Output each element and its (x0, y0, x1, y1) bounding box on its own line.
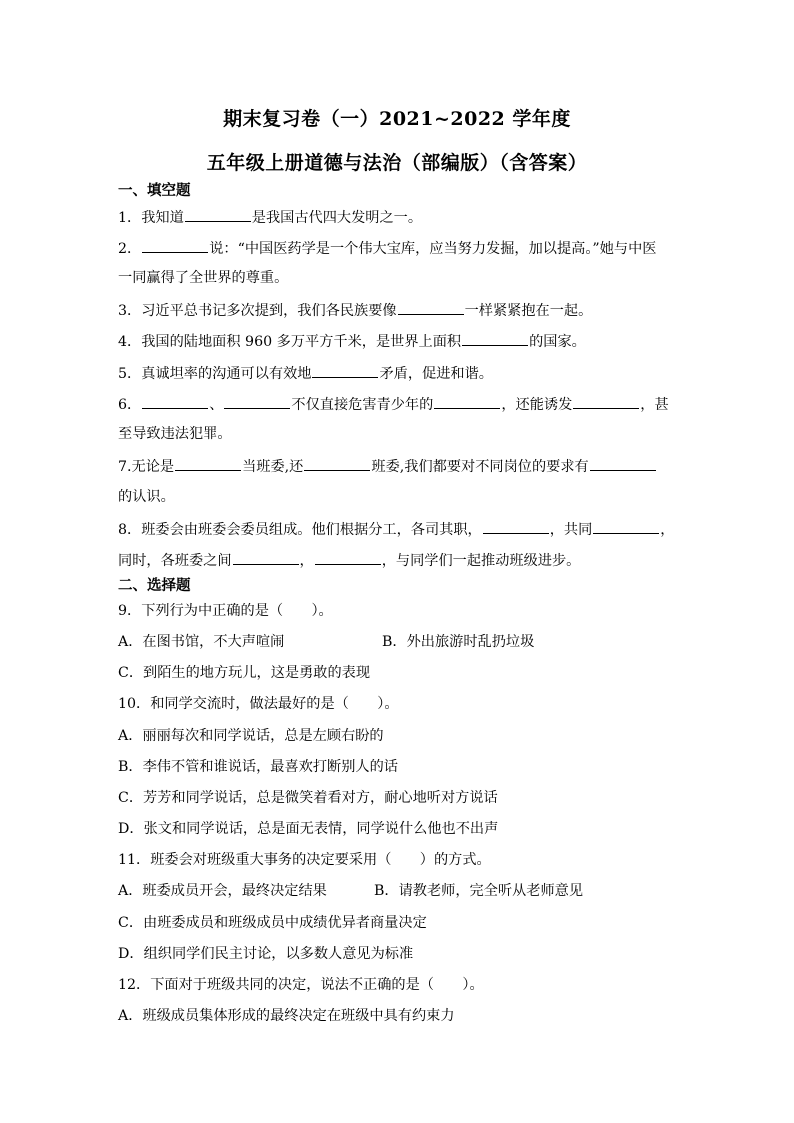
q6-text: 不仅直接危害青少年的 (291, 397, 434, 413)
q2-text: 说：“中国医药学是一个伟大宝库，应当努力发掘，加以提高。”她与中医 (209, 241, 657, 257)
option-11d: D．组织同学们民主讨论，以多数人意见为标准 (118, 946, 414, 962)
q8-text: 同时，各班委之间 (118, 553, 232, 569)
q8-text: ，与同学们一起推动班级进步。 (381, 553, 581, 569)
section-choice: 二、选择题 (118, 577, 191, 594)
q7-text: 7.无论是 (118, 459, 175, 475)
answer-blank (573, 393, 639, 409)
question-6-cont: 至导致违法犯罪。 (118, 426, 232, 442)
exam-subtitle: 五年级上册道德与法治（部编版）（含答案） (206, 152, 588, 174)
answer-blank (142, 393, 208, 409)
q8-text: ， (660, 522, 675, 538)
question-12: 12．下面对于班级共同的决定，说法不正确的是（ ）。 (118, 977, 484, 993)
option-10c: C．芳芳和同学说话，总是微笑着看对方，耐心地听对方说话 (118, 790, 498, 806)
answer-blank (185, 206, 251, 222)
question-7 (118, 455, 657, 477)
question-10: 10．和同学交流时，做法最好的是（ ）。 (118, 696, 399, 712)
answer-blank (224, 393, 290, 409)
q6-text: 6． (118, 397, 142, 413)
option-11a: A．班委成员开会，最终决定结果 (118, 883, 327, 899)
option-9b: B．外出旅游时乱扔垃圾 (382, 634, 535, 650)
q1-text: 1．我知道 (118, 210, 184, 226)
question-6 (118, 393, 669, 415)
question-5 (118, 362, 493, 384)
question-1 (118, 206, 422, 228)
question-8-cont (118, 549, 580, 571)
question-11: 11．班委会对班级重大事务的决定要采用（ ）的方式。 (118, 852, 491, 868)
q4-text: 的国家。 (529, 334, 586, 350)
answer-blank (315, 549, 381, 565)
q8-text: ， (299, 553, 314, 569)
question-2-cont: 一同赢得了全世界的尊重。 (118, 270, 289, 286)
question-2 (118, 237, 656, 259)
exam-title: 期末复习卷（一）2021~2022 学年度 (223, 108, 571, 130)
question-3 (118, 299, 592, 321)
answer-blank (593, 518, 659, 534)
answer-blank (233, 549, 299, 565)
q7-text: 班委,我们都要对不同岗位的要求有 (371, 459, 589, 475)
q6-text: ，还能诱发 (501, 397, 573, 413)
q3-text: 3．习近平总书记多次提到，我们各民族要像 (118, 303, 397, 319)
answer-blank (142, 237, 208, 253)
q2-text: 2． (118, 241, 142, 257)
answer-blank (483, 518, 549, 534)
answer-blank (304, 455, 370, 471)
q7-text: 当班委,还 (242, 459, 304, 475)
option-9c: C．到陌生的地方玩儿，这是勇敢的表现 (118, 665, 371, 681)
option-11b: B．请教老师，完全听从老师意见 (374, 883, 584, 899)
q5-text: 5．真诚坦率的沟通可以有效地 (118, 366, 312, 382)
option-10d: D．张文和同学说话，总是面无表情，同学说什么他也不出声 (118, 821, 499, 837)
question-9: 9．下列行为中正确的是（ ）。 (118, 603, 333, 619)
option-10b: B．李伟不管和谁说话，最喜欢打断别人的话 (118, 759, 398, 775)
option-10a: A．丽丽每次和同学说话，总是左顾右盼的 (118, 728, 384, 744)
option-9a: A．在图书馆，不大声喧闹 (118, 634, 285, 650)
section-fill-in: 一、填空题 (118, 182, 191, 199)
option-11c: C．由班委成员和班级成员中成绩优异者商量决定 (118, 915, 427, 931)
q8-text: ，共同 (549, 522, 593, 538)
answer-blank (590, 455, 656, 471)
q6-text: ，甚 (640, 397, 669, 413)
option-12a: A．班级成员集体形成的最终决定在班级中具有约束力 (118, 1008, 455, 1024)
q6-text: 、 (209, 397, 224, 413)
answer-blank (462, 330, 528, 346)
answer-blank (175, 455, 241, 471)
question-8 (118, 518, 675, 540)
answer-blank (398, 299, 464, 315)
q4-text: 4．我国的陆地面积 960 多万平方千米，是世界上面积 (118, 334, 462, 350)
q3-text: 一样紧紧抱在一起。 (464, 303, 593, 319)
question-7-cont: 的认识。 (118, 489, 175, 505)
q8-text: 8．班委会由班委会委员组成。他们根据分工，各司其职， (118, 522, 482, 538)
q5-text: 矛盾，促进和谐。 (379, 366, 493, 382)
q1-text: 是我国古代四大发明之一。 (251, 210, 423, 226)
question-4 (118, 330, 586, 352)
answer-blank (312, 362, 378, 378)
answer-blank (434, 393, 500, 409)
